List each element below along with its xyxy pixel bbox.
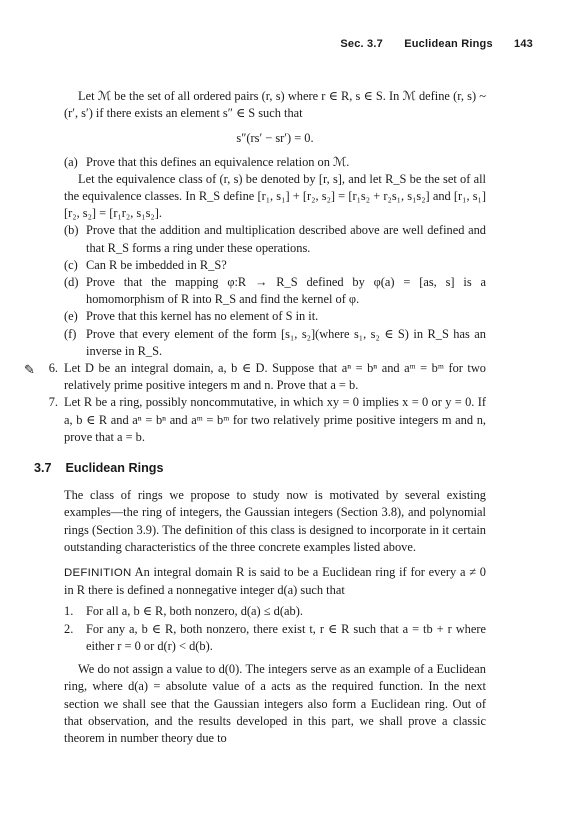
- equivalence-class-paragraph: Let the equivalence class of (r, s) be denoted by [r, s], and let R_S be the set of all the equivalence classes. In R_S define [r₁, s₁] + [r₂, s₂] = [r₁s₂ + r₂s₁, s₁s₂] and [r₁, s₁][r₂, s₂] = [r₁r₂, s₁s₂].: [64, 171, 486, 221]
- header-title: Euclidean Rings: [404, 38, 493, 50]
- exercise-number: 6.: [48, 361, 58, 376]
- part-label: (a): [64, 154, 78, 169]
- page-number: 143: [514, 38, 533, 50]
- condition-2: [64, 621, 486, 655]
- part-b: [64, 222, 486, 256]
- definition-text: An integral domain R is said to be a Euclidean ring if for every a ≠ 0 in R there is defined a nonnegative integer d(a) such that: [64, 565, 486, 598]
- exercise-number: 7.: [48, 395, 58, 410]
- condition-1: [64, 603, 486, 620]
- closing-paragraph: We do not assign a value to d(0). The integers serve as an example of a Euclidean ring, where d(a) = absolute value of a acts as the required function. In the next section we shall see that the Gaussian integers also form a Euclidean ring. Out of that observation, and the results developed in this part, we shall prove a classic theorem in number theory due to: [64, 662, 486, 745]
- definition-label: DEFINITION: [64, 567, 132, 580]
- motivation-paragraph: The class of rings we propose to study now is motivated by several existing examples—the ring of integers, the Gaussian integers (Section 3.8), and polynomial rings (Section 3.9). The definition of this class is designed to incorporate in it certain outstanding characteristics of the three concrete examples listed above.: [64, 488, 486, 554]
- pencil-mark-icon: ✎: [24, 362, 35, 378]
- intro-paragraph: Let ℳ be the set of all ordered pairs (r, s) where r ∈ R, s ∈ S. In ℳ define (r, s) ~ (r′, s′) if there exists an element s″ ∈ S such that: [64, 89, 486, 121]
- condition-label: 2.: [64, 621, 74, 636]
- part-text: Prove that every element of the form [s₁, s₂](where s₁, s₂ ∈ S) in R_S has an inverse in R_S.: [86, 326, 486, 358]
- exercise-6: [24, 360, 486, 394]
- exercise-text: Let D be an integral domain, a, b ∈ D. Suppose that aⁿ = bⁿ and aᵐ = bᵐ for two relatively prime positive integers m and n. Prove that a = b.: [64, 361, 486, 393]
- part-text: Prove that the mapping φ:R → R_S defined by φ(a) = [as, s] is a homomorphism of R into R_S and find the kernel of φ.: [86, 275, 486, 307]
- part-label: (b): [64, 223, 79, 238]
- running-header: [322, 36, 533, 53]
- header-section: Sec. 3.7: [340, 38, 383, 50]
- part-text: Can R be imbedded in R_S?: [86, 257, 227, 272]
- part-c: [64, 257, 486, 274]
- exercise-text: Let R be a ring, possibly noncommutative, in which xy = 0 implies x = 0 or y = 0. If a, b ∈ R and aⁿ = bⁿ and aᵐ = bᵐ for two relatively prime positive integers m and n, prove that a = b.: [64, 395, 486, 444]
- part-text: Prove that the addition and multiplication described above are well defined and that R_S forms a ring under these operations.: [86, 223, 486, 255]
- condition-text: For all a, b ∈ R, both nonzero, d(a) ≤ d(ab).: [86, 604, 303, 619]
- page-body: [24, 88, 486, 747]
- section-title: Euclidean Rings: [65, 461, 164, 476]
- part-label: (c): [64, 257, 78, 272]
- part-label: (f): [64, 326, 77, 341]
- condition-label: 1.: [64, 604, 74, 619]
- part-e: [64, 308, 486, 325]
- condition-text: For any a, b ∈ R, both nonzero, there exist t, r ∈ R such that a = tb + r where either r = 0 or d(r) < d(b).: [86, 621, 486, 653]
- part-text: Prove that this defines an equivalence relation on ℳ.: [86, 154, 350, 169]
- exercise-7: [48, 394, 486, 446]
- part-f: [64, 326, 486, 360]
- definition-paragraph: [64, 564, 486, 599]
- section-number: 3.7: [34, 461, 52, 476]
- part-d: [64, 274, 486, 308]
- intro-equation: s″(rs′ − sr′) = 0.: [236, 131, 314, 146]
- part-text: Prove that this kernel has no element of S in it.: [86, 309, 319, 324]
- part-label: (e): [64, 309, 78, 324]
- section-heading: [34, 460, 486, 477]
- part-a: [64, 154, 486, 171]
- part-label: (d): [64, 275, 79, 290]
